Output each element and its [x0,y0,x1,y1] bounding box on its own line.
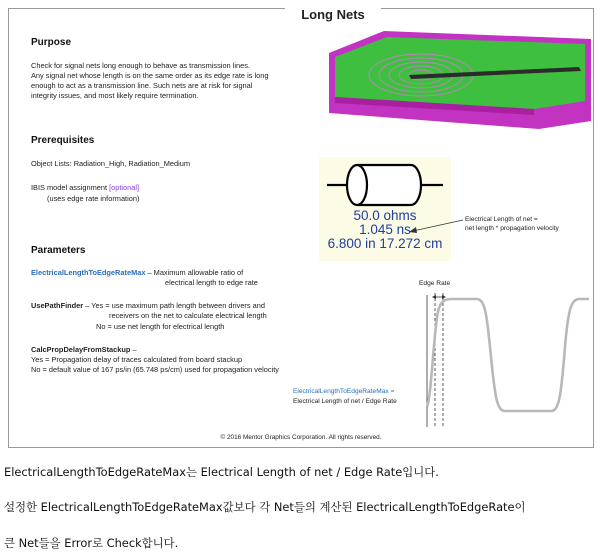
edge-rate-label: Edge Rate [419,280,451,287]
copyright: © 2016 Mentor Graphics Corporation. All rights reserved. [220,434,382,441]
annotation-line: net length * propagation velocity [465,225,559,232]
param-description-cont: No = use net length for electrical length [96,322,225,331]
purpose-line: enough to act as a transmission line. Such nets are at risk for signal [31,81,253,90]
param-name: ElectricalLengthToEdgeRateMax [31,268,146,277]
object-lists: Object Lists: Radiation_High, Radiation_Medium [31,159,190,168]
waveform-graphic [421,287,593,433]
param-calc-prop-delay [31,345,137,355]
electrical-length-annotation [465,215,559,233]
purpose-line: integrity issues, and most likely require termination. [31,91,199,100]
param-description-cont: No = default value of 167 ps/in (65.748 ps/cm) used for propagation velocity [31,365,279,374]
korean-line-1: ElectricalLengthToEdgeRateMax는 Electrical Length of net / Edge Rate입니다. [4,465,439,479]
long-nets-panel [8,8,594,448]
param-description: – Maximum allowable ratio of [145,268,244,277]
param-use-path-finder [31,301,265,311]
length-value: 6.800 in 17.272 cm [327,236,443,251]
param-name: CalcPropDelayFromStackup [31,345,131,354]
annotation-line: Electrical Length of net = [465,216,538,223]
panel-title: Long Nets [285,7,381,22]
cylinder-icon [319,159,451,211]
param-description-cont: Yes = Propagation delay of traces calculated from board stackup [31,355,243,364]
delay-value: 1.045 ns [359,222,411,237]
purpose-text [31,61,331,101]
annotation-arrow [407,217,467,237]
ibis-note: (uses edge rate information) [47,194,140,203]
formula-line: Electrical Length of net / Edge Rate [293,397,397,405]
purpose-line: Any signal net whose length is on the same order as its edge rate is long [31,71,269,80]
korean-line-2: 설정한 ElectricalLengthToEdgeRateMax값보다 각 Net들의 계산된 ElectricalLengthToEdgeRate이 [4,500,526,514]
param-description-cont: electrical length to edge rate [165,278,258,287]
ibis-label: IBIS model assignment [31,183,110,192]
param-description: – Yes = use maximum path length between drivers and [83,301,265,310]
purpose-line: Check for signal nets long enough to behave as transmission lines. [31,61,250,70]
ibis-model-assignment [31,183,139,193]
param-name: UsePathFinder [31,301,84,310]
parameters-heading: Parameters [31,245,86,256]
purpose-heading: Purpose [31,37,72,48]
impedance-value: 50.0 ohms [353,208,417,223]
param-electrical-length [31,268,243,278]
pcb-board-graphic [329,31,591,129]
korean-line-3: 큰 Net들을 Error로 Check합니다. [4,536,179,550]
prerequisites-heading: Prerequisites [31,135,95,146]
param-dash: – [130,345,137,354]
optional-tag: [optional] [109,183,140,192]
param-description-cont: receivers on the net to calculate electrical length [109,311,267,320]
waveform-formula [293,387,397,406]
formula-line: ElectricalLengthToEdgeRateMax = [293,388,395,395]
